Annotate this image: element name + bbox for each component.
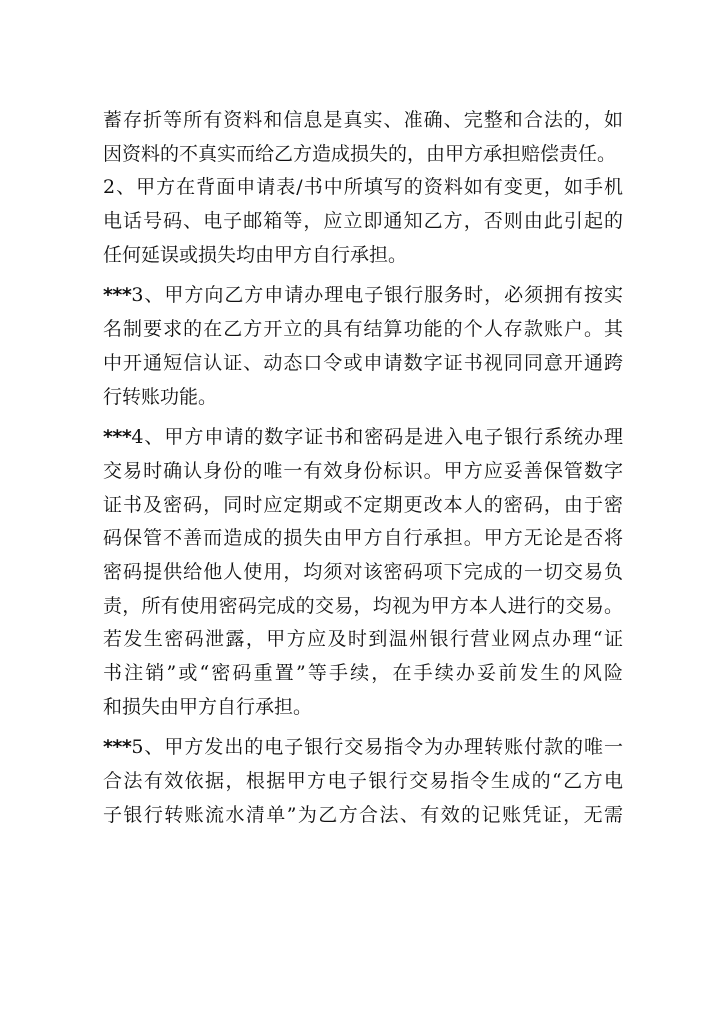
line-text: 3、甲方向乙方申请办理电子银行服务时，必须拥有按实 (131, 284, 623, 307)
text-line: 名制要求的在乙方开立的具有结算功能的个人存款账户。其 (103, 318, 623, 341)
text-line: 子银行转账流水清单”为乙方合法、有效的记账凭证，无需 (103, 803, 623, 826)
text-line: 书注销”或“密码重置”等手续，在手续办妥前发生的风险 (103, 662, 623, 684)
clause-marker: *** (103, 736, 132, 759)
text-line: 密码提供给他人使用，均须对该密码项下完成的一切交易负 (103, 560, 623, 583)
paragraph-2 (103, 171, 623, 272)
text-line: 因资料的不真实而给乙方造成损失的，由甲方承担赔偿责任。 (103, 142, 617, 165)
paragraph-spacer (103, 414, 623, 421)
text-line: 中开通短信认证、动态口令或申请数字证书视同同意开通跨 (103, 351, 623, 374)
text-line: 证书及密码，同时应定期或不定期更改本人的密码，由于密 (103, 493, 623, 516)
text-line: 2、甲方在背面申请表/书中所填写的资料如有变更，如手机 (103, 176, 623, 199)
text-line: 和损失由甲方自行承担。 (103, 695, 313, 718)
paragraph-spacer (103, 724, 623, 731)
text-line: 任何延误或损失均由甲方自行承担。 (103, 243, 408, 266)
text-line: 交易时确认身份的唯一有效身份标识。甲方应妥善保管数字 (103, 459, 623, 482)
line-text: 4、甲方申请的数字证书和密码是进入电子银行系统办理 (131, 426, 623, 449)
text-line (103, 279, 623, 313)
text-line: 行转账功能。 (103, 385, 218, 408)
clause-marker: *** (103, 426, 132, 449)
clause-marker: *** (103, 284, 132, 307)
text-line: 若发生密码泄露，甲方应及时到温州银行营业网点办理“证 (103, 628, 623, 651)
text-line: 码保管不善而造成的损失由甲方自行承担。甲方无论是否将 (103, 527, 623, 550)
paragraph-spacer (103, 272, 623, 279)
text-line: 电话号码、电子邮箱等，应立即通知乙方，否则由此引起的 (103, 210, 623, 233)
paragraph-5 (103, 731, 623, 832)
text-line: 合法有效依据，根据甲方电子银行交易指令生成的“乙方电 (103, 770, 623, 793)
text-line: 责，所有使用密码完成的交易，均视为甲方本人进行的交易。 (103, 594, 623, 617)
text-line: 蓄存折等所有资料和信息是真实、准确、完整和合法的，如 (103, 109, 623, 131)
line-text: 5、甲方发出的电子银行交易指令为办理转账付款的唯一 (131, 736, 623, 759)
paragraph-4 (103, 421, 623, 724)
document-page (103, 104, 623, 832)
paragraph-1 (103, 104, 623, 171)
text-line (103, 731, 623, 765)
text-line (103, 421, 623, 455)
paragraph-3 (103, 279, 623, 414)
